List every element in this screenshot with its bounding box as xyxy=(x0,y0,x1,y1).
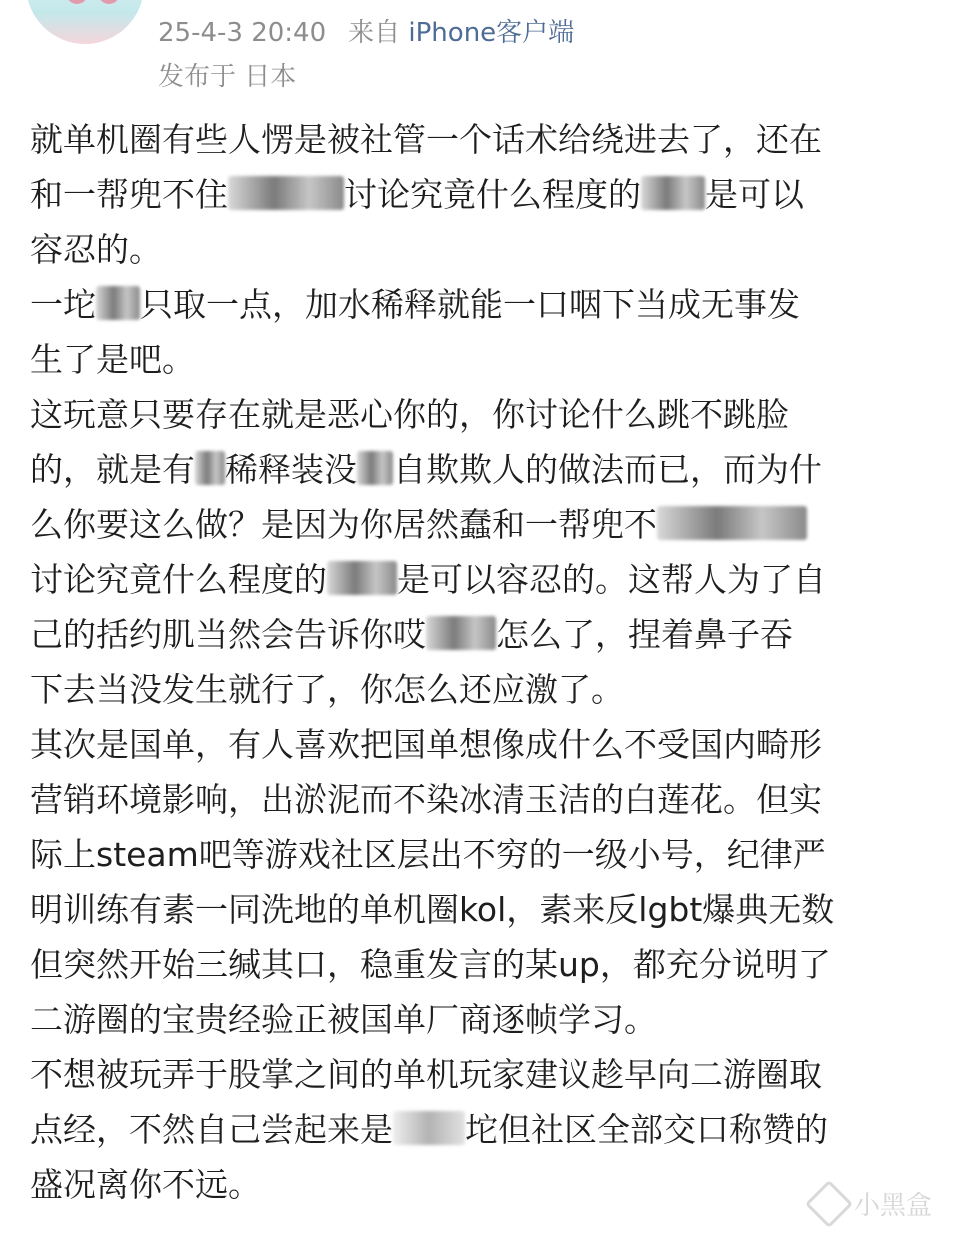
xiaoheihe-logo-icon xyxy=(805,1179,853,1227)
post-line: 就单机圈有些人愣是被社管一个话术给绕进去了，还在 xyxy=(30,120,822,159)
redacted-blur xyxy=(228,176,344,210)
watermark xyxy=(812,1185,932,1222)
redacted-blur xyxy=(96,286,140,320)
redacted-blur xyxy=(657,506,807,540)
post-line: 营销环境影响，出淤泥而不染冰清玉洁的白莲花。但实 xyxy=(30,780,822,819)
source-client: iPhone客户端 xyxy=(408,18,575,48)
post-line: 和一帮兜不住 讨论究竟什么程度的 是可以 xyxy=(30,175,804,214)
redacted-blur xyxy=(641,176,705,210)
redacted-blur xyxy=(426,616,496,650)
post-line: 讨论究竟什么程度的 是可以容忍的。这帮人为了自 xyxy=(30,560,826,599)
post-line: 下去当没发生就行了，你怎么还应激了。 xyxy=(30,670,624,709)
watermark-text: 小黑盒 xyxy=(853,1191,932,1221)
redacted-blur xyxy=(357,451,393,485)
post-body xyxy=(30,112,910,1212)
post-line: 么你要这么做？是因为你居然蠢和一帮兜不 xyxy=(30,497,910,552)
redacted-blur xyxy=(327,561,397,595)
redacted-blur xyxy=(393,1111,465,1145)
post-line: 但突然开始三缄其口，稳重发言的某up，都充分说明了 xyxy=(30,945,831,984)
post-line: 际上steam吧等游戏社区层出不穷的一级小号，纪律严 xyxy=(30,835,826,874)
post-line: 明训练有素一同洗地的单机圈kol，素来反lgbt爆典无数 xyxy=(30,890,835,929)
post-line: 二游圈的宝贵经验正被国单厂商逐帧学习。 xyxy=(30,1000,657,1039)
post-header xyxy=(0,0,960,100)
avatar[interactable] xyxy=(26,0,144,44)
post-date: 25-4-3 20:40 xyxy=(158,18,327,48)
post-line: 盛况离你不远。 xyxy=(30,1165,261,1204)
redacted-blur xyxy=(195,451,225,485)
post-line: 这玩意只要存在就是恶心你的，你讨论什么跳不跳脸 xyxy=(30,395,789,434)
post-line: 容忍的。 xyxy=(30,230,162,269)
post-line: 一坨 只取一点，加水稀释就能一口咽下当成无事发 xyxy=(30,285,800,324)
post-line: 不想被玩弄于股掌之间的单机玩家建议趁早向二游圈取 xyxy=(30,1055,822,1094)
post-line: 己的括约肌当然会告诉你哎 怎么了，捏着鼻子吞 xyxy=(30,615,793,654)
post-line: 其次是国单，有人喜欢把国单想像成什么不受国内畸形 xyxy=(30,725,822,764)
post-line: 生了是吧。 xyxy=(30,340,195,379)
post-line: 的，就是有 稀释装没 自欺欺人的做法而已，而为什 xyxy=(30,450,822,489)
source-prefix: 来自 xyxy=(348,18,401,48)
post-location: 发布于 日本 xyxy=(158,62,297,92)
post-line: 点经，不然自己尝起来是 坨但社区全部交口称赞的 xyxy=(30,1110,828,1149)
post-meta-line xyxy=(158,12,574,49)
